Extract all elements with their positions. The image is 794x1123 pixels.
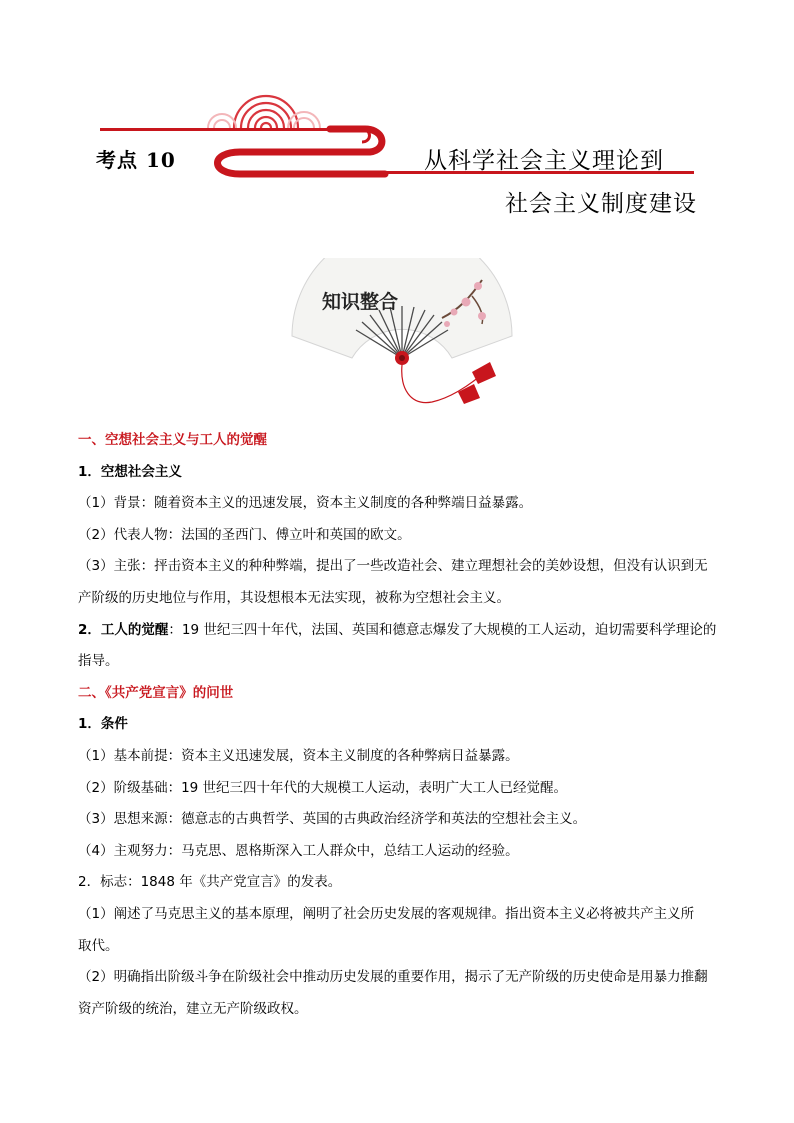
section-heading-1: 一、空想社会主义与工人的觉醒 — [78, 432, 267, 448]
topic-number: 考点 10 — [96, 148, 176, 172]
page-title-line1: 从科学社会主义理论到 — [424, 148, 664, 174]
paragraph-background: （1）背景：随着资本主义的迅速发展，资本主义制度的各种弊端日益暴露。 — [78, 495, 533, 512]
paragraph-class-struggle-line2: 资产阶级的统治，建立无产阶级政权。 — [78, 1000, 308, 1017]
workers-awakening-label: 2．工人的觉醒 — [78, 621, 169, 638]
paragraph-claims-line1: （3）主张：抨击资本主义的种种弊端，提出了一些改造社会、建立理想社会的美妙设想，但没有认识到无 — [78, 558, 708, 575]
paragraph-representatives: （2）代表人物：法国的圣西门、傅立叶和英国的欧文。 — [78, 526, 411, 543]
document-body — [78, 425, 728, 1025]
paragraph-workers-awakening-cont: 指导。 — [78, 653, 119, 670]
paragraph-ideological-sources: （3）思想来源：德意志的古典哲学、英国的古典政治经济学和英法的空想社会主义。 — [78, 811, 587, 828]
paragraph-class-struggle-line1: （2）明确指出阶级斗争在阶级社会中推动历史发展的重要作用，揭示了无产阶级的历史使命是用暴力推翻 — [78, 969, 708, 986]
emblem-label: 知识整合 — [322, 291, 399, 313]
section-heading-2: 二、《共产党宣言》的问世 — [78, 684, 234, 701]
paragraph-class-basis: （2）阶级基础：19 世纪三四十年代的大规模工人运动，表明广大工人已经觉醒。 — [78, 779, 568, 796]
workers-awakening-text: ：19 世纪三四十年代，法国、英国和德意志爆发了大规模的工人运动，迫切需要科学理论的 — [168, 621, 717, 638]
paragraph-subjective-effort: （4）主观努力：马克思、恩格斯深入工人群众中，总结工人运动的经验。 — [78, 842, 519, 859]
paragraph-symbol: 2．标志：1848 年《共产党宣言》的发表。 — [78, 874, 342, 891]
paragraph-workers-awakening — [78, 615, 728, 647]
subheading-conditions: 1．条件 — [78, 716, 128, 733]
paragraph-principles-line1: （1）阐述了马克思主义的基本原理，阐明了社会历史发展的客观规律。指出资本主义必将被共产主义所 — [78, 905, 695, 922]
folding-fan-icon — [282, 258, 522, 418]
paragraph-premise: （1）基本前提：资本主义迅速发展，资本主义制度的各种弊病日益暴露。 — [78, 747, 519, 764]
page-title-line2: 社会主义制度建设 — [505, 191, 697, 217]
paragraph-principles-line2: 取代。 — [78, 937, 119, 954]
paragraph-claims-line2: 产阶级的历史地位与作用，其设想根本无法实现，被称为空想社会主义。 — [78, 589, 510, 606]
subheading-utopian-socialism: 1．空想社会主义 — [78, 463, 182, 480]
